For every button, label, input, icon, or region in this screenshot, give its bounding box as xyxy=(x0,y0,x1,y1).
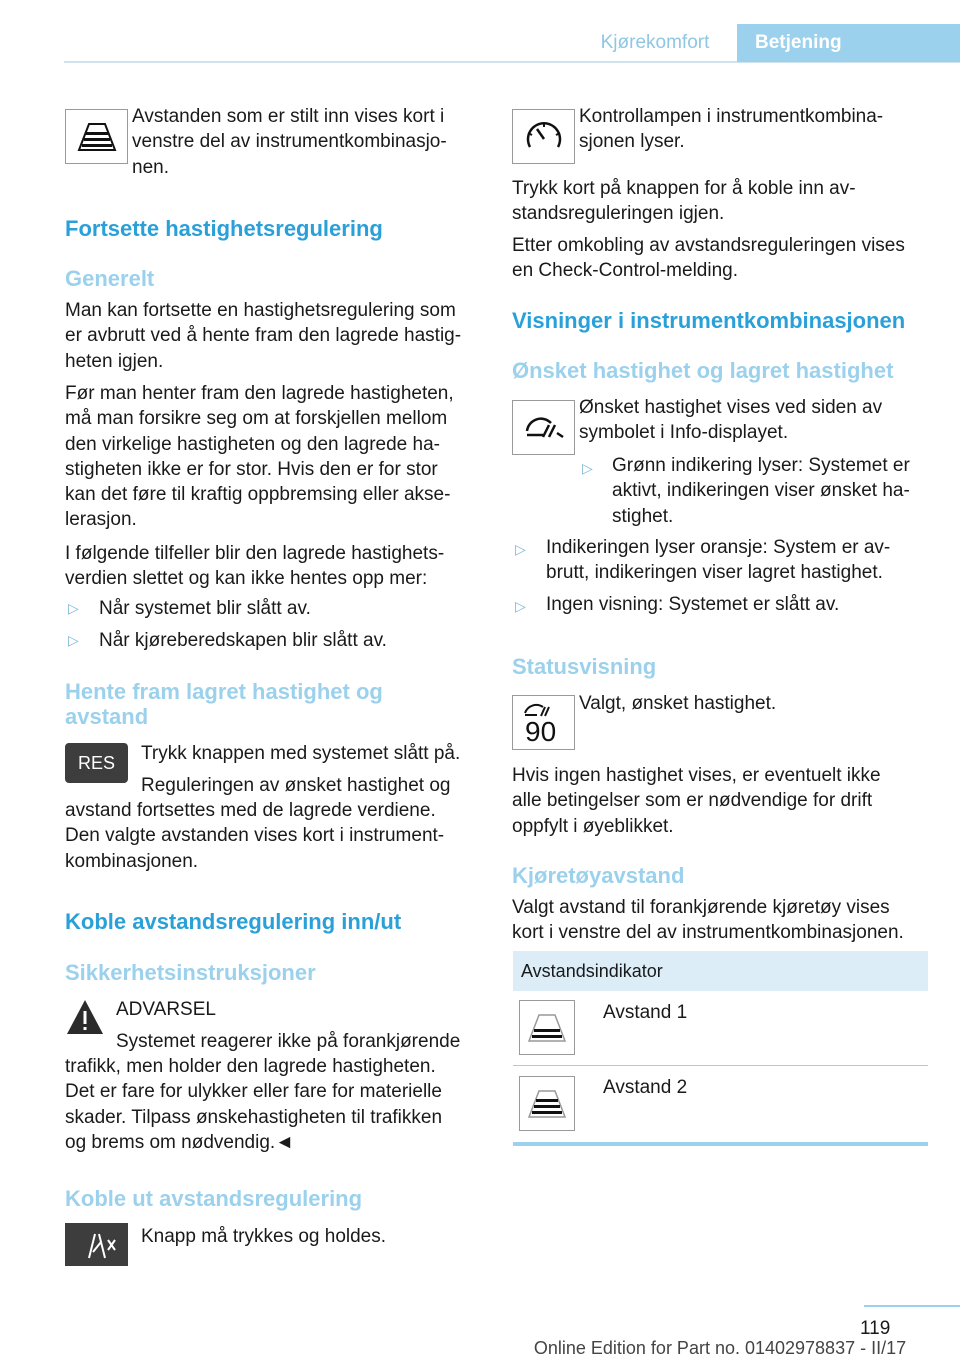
kontroll-text: Kontrollampen i instrumentkombina- sjonen lyser. xyxy=(579,106,884,153)
bullet-marker-icon: ▷ xyxy=(515,598,526,614)
edition-footer: Online Edition for Part no. 01402978837 - II/17 xyxy=(533,1338,907,1358)
paragraph-tilfeller: I følgende tilfeller blir den lagrede hastighets- verdien slettet og kan ikke hentes opp mer: xyxy=(65,543,445,590)
bullet-marker-icon: ▷ xyxy=(582,460,593,476)
heading-kjoretoy: Kjøretøyavstand xyxy=(512,863,685,888)
list-item: Når kjøreberedskapen blir slått av. xyxy=(99,630,387,651)
paragraph-generelt: Man kan fortsette en hastighetsregulering som er avbrutt ved å hente fram den lagrede hastig- heten igjen. xyxy=(65,300,462,372)
heading-status: Statusvisning xyxy=(512,654,657,679)
res-instruction: Trykk knappen med systemet slått på. xyxy=(141,743,461,764)
paragraph-valgt: Valgt avstand til forankjørende kjøretøy vises kort i venstre del av instrumentkombinasjonen. xyxy=(512,897,904,944)
table-bottom-rule xyxy=(513,1142,928,1146)
acc-off-button-icon xyxy=(65,1223,128,1266)
warning-line1: Systemet reagerer ikke på forankjørende xyxy=(116,1031,461,1052)
table-row-divider xyxy=(513,1065,928,1066)
page-number: 119 xyxy=(860,1318,891,1339)
paragraph-trykk: Trykk kort på knappen for å koble inn av- standsreguleringen igjen. xyxy=(512,178,856,225)
heading-onsket: Ønsket hastighet og lagret hastighet xyxy=(512,358,894,383)
reguleringen-line1: Reguleringen av ønsket hastighet og xyxy=(141,775,451,796)
intro-text: Avstanden som er stilt inn vises kort i venstre del av instrumentkombinasjo- nen. xyxy=(132,106,447,178)
heading-fortsette: Fortsette hastighetsregulering xyxy=(65,216,383,241)
speed-display-icon xyxy=(512,400,575,455)
table-header: Avstandsindikator xyxy=(513,951,928,991)
status-text: Valgt, ønsket hastighet. xyxy=(579,693,777,714)
speedometer-indicator-icon xyxy=(512,109,575,164)
warning-icon xyxy=(65,998,105,1041)
bullet-marker-icon: ▷ xyxy=(68,600,79,616)
list-item: Når systemet blir slått av. xyxy=(99,598,311,619)
distance-1-icon xyxy=(519,1000,575,1055)
knapp-text: Knapp må trykkes og holdes. xyxy=(141,1226,387,1247)
heading-koble: Koble avstandsregulering inn/ut xyxy=(65,909,402,934)
header-chapter-tab: Betjening xyxy=(737,24,960,62)
list-item: Ingen visning: Systemet er slått av. xyxy=(546,594,840,615)
warning-text: trafikk, men holder den lagrede hastigheten. Det er fare for ulykker eller fare for materielle skader. Tilpass ønskehastigheten til trafikken og brems om nødvendig.◄ xyxy=(65,1056,443,1153)
heading-generelt: Generelt xyxy=(65,266,155,291)
bullet-marker-icon: ▷ xyxy=(515,541,526,557)
paragraph-omkobling: Etter omkobling av avstandsreguleringen vises en Check-Control-melding. xyxy=(512,235,905,282)
heading-hente: Hente fram lagret hastighet og avstand xyxy=(65,679,383,729)
paragraph-forskjell: Før man henter fram den lagrede hastigheten, må man forsikre seg om at forskjellen mellom den virkelige hastigheten og den lagrede ha- stigheten ikke er for stor. Hvis den er for stor kan det føre til kraftig oppbremsing eller akse- lerasjon. xyxy=(65,383,454,531)
warning-title: ADVARSEL xyxy=(116,999,216,1020)
table-cell-avstand-1: Avstand 1 xyxy=(603,1002,688,1023)
heading-visninger: Visninger i instrumentkombinasjonen xyxy=(512,308,906,333)
onsket-text: Ønsket hastighet vises ved siden av symbolet i Info-displayet. xyxy=(579,397,883,444)
bullet-marker-icon: ▷ xyxy=(68,632,79,648)
heading-sikkerhet: Sikkerhetsinstruksjoner xyxy=(65,960,316,985)
paragraph-reguleringen: avstand fortsettes med de lagrede verdiene. Den valgte avstanden vises kort i instrument- kombinasjonen. xyxy=(65,800,445,872)
list-item: Grønn indikering lyser: Systemet er aktivt, indikeringen viser ønsket ha- stighet. xyxy=(612,455,910,527)
paragraph-hvis: Hvis ingen hastighet vises, er eventuelt ikke alle betingelser som er nødvendige for drift oppfylt i øyeblikket. xyxy=(512,765,881,837)
distance-2-icon xyxy=(519,1076,575,1131)
header-section-tab: Kjørekomfort xyxy=(600,32,710,53)
distance-display-icon xyxy=(65,109,128,164)
set-speed-90-icon: 90 xyxy=(512,695,575,750)
heading-koble-ut: Koble ut avstandsregulering xyxy=(65,1186,363,1211)
res-button-icon: RES xyxy=(65,743,128,783)
table-cell-avstand-2: Avstand 2 xyxy=(603,1077,688,1098)
list-item: Indikeringen lyser oransje: System er av- brutt, indikeringen viser lagret hastighet. xyxy=(546,537,891,584)
footer-rule xyxy=(864,1305,960,1307)
